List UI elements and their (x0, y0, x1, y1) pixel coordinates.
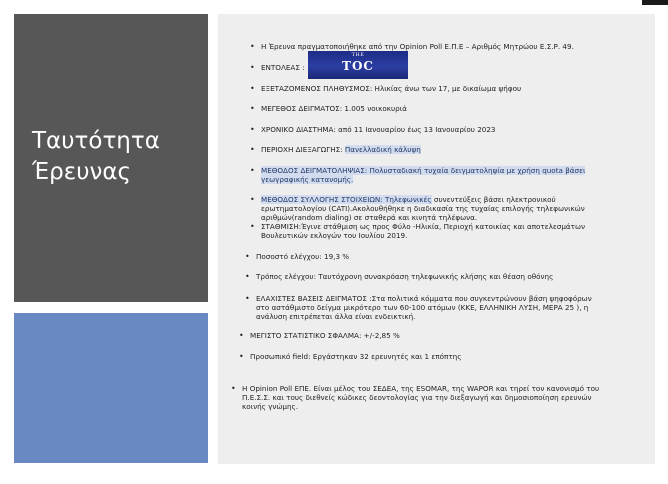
membership-line-1: Η Opinion Poll ΕΠΕ. Είναι μέλος του ΣΕΔΕΑ, της ESOMAR, της WAPOR και τηρεί τον κανονισμό του (242, 384, 600, 393)
list-item-sampling-method (261, 166, 585, 184)
list-item-control-rate: • Ποσοστό ελέγχου: 19,3 % (256, 252, 349, 261)
list-item-control-method: • Τρόπος ελέγχου: Ταυτόχρονη συνακρόαση τηλεφωνικής κλήσης και θέαση οθόνης (256, 272, 553, 281)
weighting-line-2: Βουλευτικών εκλογών του Ιουλίου 2019. (261, 231, 408, 240)
collection-method-label: ΜΕΘΟΔΟΣ ΣΥΛΛΟΓΗΣ ΣΤΟΙΧΕΙΩΝ: Τηλεφωνικές (261, 195, 432, 204)
membership-line-3: κοινής γνώμης. (242, 402, 299, 411)
area-value: Πανελλαδική κάλυψη (344, 145, 421, 154)
client-logo-main-text: TOC (342, 59, 374, 73)
slide-title-line-2: Έρευνας (32, 159, 132, 185)
slide-title-line-1: Ταυτότητα (32, 128, 160, 154)
collection-method-line-2: ερωτηματολογίου (CATI).Ακολουθήθηκε η διαδικασία της τυχαίας επιλογής τηλεφωνικών (261, 204, 585, 213)
min-bases-line-2: στο αστάθμιστο δείγμα μικρότερο των 60-100 ατόμων (ΚΚΕ, ΕΛΛΗΝΙΚΗ ΛΥΣΗ, ΜΕΡΑ 25 ), η (256, 303, 589, 312)
list-item-collection-method (261, 195, 585, 222)
collection-method-line-1: συνεντεύξεις βάσει ηλεκτρονικού (431, 195, 556, 204)
sampling-method-line-2: γεωγραφικής κατανομής. (261, 175, 354, 184)
list-item-max-error: • ΜΕΓΙΣΤΟ ΣΤΑΤΙΣΤΙΚΟ ΣΦΑΛΜΑ: +/-2,85 % (250, 331, 400, 340)
min-bases-line-3: ανάλυση επιτρέπεται άλλα είναι ενδεικτική. (256, 312, 416, 321)
content-panel (218, 14, 655, 464)
sampling-method-line-1: ΜΕΘΟΔΟΣ ΔΕΙΓΜΑΤΟΛΗΨΙΑΣ: Πολυσταδιακή τυχαία δειγματοληψία με χρήση quota βάσει (261, 166, 586, 175)
list-item-membership (242, 384, 599, 411)
list-item-field-staff: • Προσωπικό field: Εργάστηκαν 32 ερευνητές και 1 επόπτης (250, 352, 461, 361)
membership-line-2: Π.Ε.Σ.Σ. και τους διεθνείς κώδικες δεοντολογίας για την διεξαγωγή και δημοσιοποίηση ερευνών (242, 393, 592, 402)
min-bases-line-1: ΕΛΑΧΙΣΤΕΣ ΒΑΣΕΙΣ ΔΕΙΓΜΑΤΟΣ :Στα πολιτικά κόμματα που συγκεντρώνουν βάση ψηφοφόρων (256, 294, 592, 303)
corner-mark (642, 0, 668, 5)
accent-panel (14, 313, 208, 463)
list-item-min-bases (256, 294, 592, 321)
list-item-weighting (261, 222, 585, 240)
weighting-line-1: ΣΤΑΘΜΙΣΗ:Έγινε στάθμιση ως προς Φύλο -Ηλικία, Περιοχή κατοικίας και αποτελεσμάτων (261, 222, 586, 231)
area-label: ΠΕΡΙΟΧΗ ΔΙΕΞΑΓΩΓΗΣ: (261, 145, 345, 154)
title-panel (14, 14, 208, 302)
list-item-area (261, 145, 421, 154)
client-logo-small-text: THE (351, 52, 365, 58)
list-item-sample-size: • ΜΕΓΕΘΟΣ ΔΕΙΓΜΑΤΟΣ: 1.005 νοικοκυριά (261, 104, 407, 113)
collection-method-line-3: αριθμών(random dialing) σε σταθερά και κινητά τηλέφωνα. (261, 213, 478, 222)
list-item-client: • ΕΝΤΟΛΕΑΣ : (261, 63, 305, 72)
list-item-population: • ΕΞΕΤΑΖΟΜΕΝΟΣ ΠΛΗΘΥΣΜΟΣ: Ηλικίας άνω των 17, με δικαίωμα ψήφου (261, 84, 521, 93)
slide-title (32, 126, 160, 188)
list-item-period: • ΧΡΟΝΙΚΟ ΔΙΑΣΤΗΜΑ: από 11 Ιανουαρίου έως 13 Ιανουαρίου 2023 (261, 125, 496, 134)
client-logo (308, 51, 408, 79)
list-item-company: • Η Έρευνα πραγματοποιήθηκε από την Opinion Poll Ε.Π.Ε – Αριθμός Μητρώου Ε.Σ.Ρ. 49. (261, 42, 574, 51)
